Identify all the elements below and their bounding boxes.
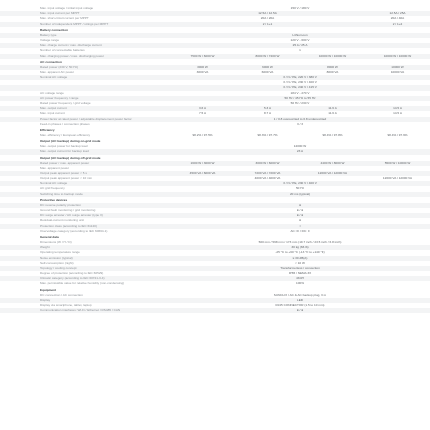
spec-value: Lithium-ion bbox=[292, 32, 308, 37]
spec-label: AC power frequency / range bbox=[40, 95, 79, 100]
spec-label: Self-consumption (night) bbox=[40, 260, 74, 265]
spec-value: 184 V - 270 V bbox=[290, 90, 310, 95]
section-heading: Battery connection bbox=[40, 27, 69, 32]
spec-label: Protection class (according to IEC 61140) bbox=[40, 223, 97, 228]
spec-value: Transformerless / convection bbox=[280, 265, 320, 270]
spec-value: 3000 W / 6000 W bbox=[255, 160, 280, 165]
spec-value: 6000 W bbox=[262, 64, 273, 69]
spec-value: ● / ● bbox=[296, 208, 304, 212]
spec-value: 20A / 40A bbox=[390, 16, 405, 21]
spec-label: DC reverse polarity protection bbox=[40, 202, 81, 207]
spec-value: 98.4% / 97.8% bbox=[322, 132, 343, 137]
spec-value: 150 V / 180 V bbox=[290, 6, 310, 10]
spec-label: Max. short-circuit current per MPPT bbox=[40, 16, 89, 21]
spec-label: Ground fault monitoring / grid monitoring bbox=[40, 208, 96, 212]
spec-value: 12.5A / 12.5A bbox=[258, 11, 277, 16]
spec-values bbox=[170, 133, 430, 138]
spec-value: 2 / 1+2 bbox=[392, 21, 403, 26]
spec-value: 3.6 A bbox=[198, 106, 207, 111]
spec-label: Max. output current bbox=[40, 106, 67, 111]
spec-value: RJ45 CONNECTOR (1.5 to 10 mm) bbox=[275, 303, 325, 307]
spec-label: Rated power / max. apparent power bbox=[40, 160, 90, 165]
spec-value: 25 A / 25 A bbox=[292, 43, 308, 48]
spec-value: 12.5A / 25A bbox=[389, 11, 406, 16]
spec-value: 8.7 A bbox=[263, 111, 272, 116]
spec-label: Output peak apparent power < 5 s bbox=[40, 170, 87, 175]
spec-value: 120 V - 600 V bbox=[290, 37, 310, 42]
spec-label: Max. input voltage / initial input voltage bbox=[40, 6, 94, 10]
spec-label: Max. efficiency / European efficiency bbox=[40, 132, 91, 137]
spec-value: 6000 VA bbox=[261, 69, 274, 74]
spec-value bbox=[300, 22, 365, 27]
spec-value: AC: III / DC: II bbox=[290, 228, 310, 233]
spec-value: 5.3 A bbox=[263, 106, 272, 111]
section-heading: Equipment bbox=[40, 287, 56, 292]
spec-value: SUNCLIX / AC & AC backup plug, 3 m bbox=[273, 292, 327, 297]
spec-label: Max. input current bbox=[40, 111, 65, 116]
spec-value: 11.6 A bbox=[328, 106, 337, 111]
spec-value: 4400 W / 8000 W bbox=[320, 160, 345, 165]
spec-value: 1 / 0.8 overexcited to 0.8 underexcited bbox=[273, 116, 327, 121]
spec-value: 12000 VA / 12000 VA bbox=[382, 176, 413, 181]
spec-value: -25 °C to +60 °C (-13 °F to +140 °F) bbox=[275, 250, 325, 255]
spec-label: Max. charging power / max. discharging power bbox=[40, 53, 104, 58]
spec-label: DC surge arrester / AC surge arrester (type II) bbox=[40, 213, 103, 218]
spec-label: Max. input current per MPPT bbox=[40, 11, 80, 16]
spec-value: 12000 W bbox=[293, 144, 307, 149]
spec-values bbox=[170, 22, 430, 27]
spec-value: 11.6 A bbox=[328, 111, 337, 116]
spec-value: ● bbox=[299, 218, 301, 223]
spec-value: ≤ 30 dB(A) bbox=[292, 255, 308, 260]
spec-label: Nominal AC voltage bbox=[40, 75, 68, 80]
spec-label: Max. output power for backup load bbox=[40, 144, 88, 149]
spec-value: IP65 / NEMA 3X bbox=[288, 271, 312, 276]
spec-value: 23 A bbox=[296, 149, 304, 154]
spec-label: Max. output current for backup load bbox=[40, 149, 89, 154]
spec-row bbox=[0, 308, 430, 313]
spec-value: 500 mm / 598 mm / 173 mm (19.7 inch / 23.5 inch / 6.8 inch) bbox=[258, 239, 342, 244]
spec-label: Dimensions (W / H / D) bbox=[40, 239, 72, 244]
spec-label: DC connection / AC connection bbox=[40, 292, 83, 297]
spec-label: Max. permissible value for relative humidity (non-condensing) bbox=[40, 281, 125, 286]
spec-values bbox=[170, 54, 430, 59]
spec-values bbox=[170, 192, 430, 197]
section-heading: Efficiency bbox=[40, 127, 55, 132]
spec-value: ● bbox=[299, 202, 301, 207]
section-heading: General data bbox=[40, 234, 59, 239]
spec-value: 3 / N / PE, 230 V / 400 V bbox=[283, 181, 317, 186]
spec-label: Feed-in phases / connection phases bbox=[40, 121, 90, 126]
spec-value: 14.5 A bbox=[393, 106, 402, 111]
spec-value: 98.4% / 97.9% bbox=[387, 132, 408, 137]
spec-label: Rated power frequency / grid voltage bbox=[40, 101, 91, 105]
spec-values bbox=[170, 281, 430, 286]
spec-value: 4000 VA / 4000 VA bbox=[254, 176, 281, 181]
spec-label: Max. apparent power bbox=[40, 165, 70, 170]
spec-value: 20 ms (typical) bbox=[289, 191, 311, 196]
spec-value: 3000 VA bbox=[196, 69, 209, 74]
spec-value: 7500 W / 6000 W bbox=[190, 53, 215, 58]
spec-label: AC voltage range bbox=[40, 90, 64, 95]
spec-value: 10000 W / 10000 W bbox=[383, 53, 412, 58]
spec-label: Degree of protection (according to IEC 60529) bbox=[40, 271, 104, 276]
spec-value: 10000 W / 10000 W bbox=[318, 53, 347, 58]
spec-value: 3 / N / PE, 220 V / 380 V bbox=[283, 75, 317, 80]
spec-value: 7200 VA / 7200 VA bbox=[254, 170, 281, 175]
spec-value bbox=[170, 22, 235, 27]
spec-label: Voltage range bbox=[40, 37, 60, 42]
spec-label: Rated power (230 V, 50 Hz) bbox=[40, 64, 79, 69]
spec-label: Operating temperature range bbox=[40, 250, 80, 255]
spec-values bbox=[170, 149, 430, 154]
section-heading: AC connection bbox=[40, 59, 62, 64]
spec-label: Battery type bbox=[40, 32, 57, 37]
spec-label: Nominal AC voltage bbox=[40, 181, 68, 186]
spec-label: Output peak apparent power < 10 min bbox=[40, 176, 93, 181]
spec-value: 5500 W / 10000 W bbox=[384, 160, 411, 165]
spec-label: Communication interfaces: Wi-Fi / Ethernet / RS485 / CAN bbox=[40, 308, 121, 313]
spec-value: 4K4H bbox=[296, 276, 304, 281]
spec-value: 20A / 20A bbox=[260, 16, 275, 21]
spec-value: 98.2% / 97.5% bbox=[192, 132, 213, 137]
spec-value: ● / ● bbox=[296, 213, 304, 218]
spec-value: 3 / N / PE, 230 V / 400 V bbox=[283, 80, 317, 85]
spec-value: 10000 W bbox=[391, 64, 404, 69]
spec-value: I bbox=[299, 223, 301, 228]
spec-value: 50 Hz / 230 V bbox=[290, 101, 310, 105]
spec-value: LED bbox=[296, 297, 304, 302]
spec-value: 8000 W bbox=[327, 64, 338, 69]
spec-label: Number of independent MPPT / strings per MPPT bbox=[40, 21, 109, 26]
spec-value: 1 bbox=[299, 48, 301, 53]
spec-value: 12000 VA / 12000 VA bbox=[317, 170, 348, 175]
spec-label: Climatic category (according to IEC 60721-3-4) bbox=[40, 276, 105, 281]
spec-values bbox=[170, 308, 430, 313]
spec-value: 4500 VA / 6000 VA bbox=[189, 170, 216, 175]
spec-value: ● / ● bbox=[296, 308, 304, 313]
spec-values bbox=[170, 122, 430, 127]
spec-value: 3 / 3 bbox=[296, 121, 304, 126]
spec-value: 30 kg (66 lb) bbox=[291, 245, 309, 250]
spec-value: < 10 W bbox=[295, 260, 305, 265]
spec-label: Noise emission (typical) bbox=[40, 255, 73, 260]
spec-value: 2 / 1+1 bbox=[262, 21, 273, 26]
spec-label: Topology / cooling concept bbox=[40, 265, 77, 270]
spec-value: 100% bbox=[296, 281, 304, 286]
spec-values bbox=[170, 229, 430, 234]
spec-label: Max. charge current / max. discharge current bbox=[40, 43, 102, 48]
spec-label: Number of connectable batteries bbox=[40, 48, 85, 53]
spec-value: 3 / N / PE, 240 V / 415 V bbox=[283, 85, 317, 90]
spec-label: Switching time to backup mode bbox=[40, 191, 83, 196]
section-heading: Output (AC backup) during off-grid mode bbox=[40, 155, 101, 160]
spec-label: Residual-current monitoring unit bbox=[40, 218, 84, 223]
spec-value: 3000 W bbox=[197, 64, 208, 69]
spec-label: Weight bbox=[40, 245, 50, 250]
spec-value: 8000 W / 7200 W bbox=[255, 53, 280, 58]
spec-label: Max. apparent AC power bbox=[40, 69, 75, 74]
spec-table bbox=[0, 6, 430, 313]
spec-label: Display via smartphone, tablet, laptop bbox=[40, 303, 92, 307]
spec-value: 8000 VA bbox=[326, 69, 339, 74]
spec-values bbox=[170, 161, 430, 166]
spec-value: 10000 VA bbox=[390, 69, 405, 74]
spec-value: 50 Hz bbox=[295, 186, 305, 191]
spec-value: 7.5 A bbox=[198, 111, 207, 116]
section-heading: Output (AC backup) during on-grid mode bbox=[40, 139, 101, 144]
section-heading: Protective devices bbox=[40, 197, 68, 202]
spec-label: Overvoltage category (according to IEC 60664-1) bbox=[40, 228, 108, 233]
spec-value: 98.3% / 97.7% bbox=[257, 132, 278, 137]
spec-value: 1600 W / 3000 W bbox=[190, 160, 215, 165]
spec-label: Display bbox=[40, 297, 51, 302]
spec-value: 14.5 A bbox=[393, 111, 402, 116]
spec-label: Power factor at rated power / adjustable displacement power factor bbox=[40, 116, 132, 121]
spec-label: AC grid frequency bbox=[40, 186, 65, 191]
spec-value: 50 Hz / 45 Hz to 55 Hz bbox=[284, 95, 316, 100]
